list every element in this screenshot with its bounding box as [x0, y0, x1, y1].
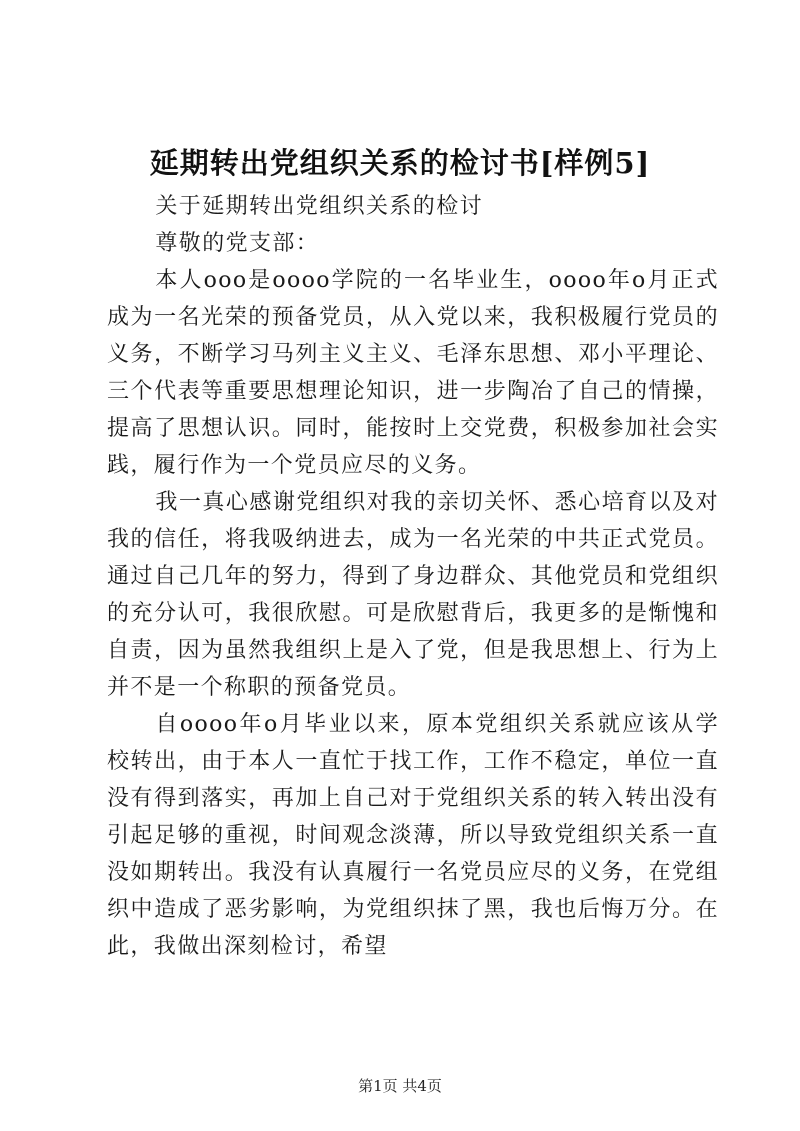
document-body: [107, 188, 719, 965]
document-title: 延期转出党组织关系的检讨书[样例5]: [149, 146, 651, 180]
body-paragraph: 自oooo年o月毕业以来，原本党组织关系就应该从学校转出，由于本人一直忙于找工作，工作不稳定，单位一直没有得到落实，再加上自己对于党组织关系的转入转出没有引起足够的重视，时间观念淡薄，所以导致党组织关系一直没如期转出。我没有认真履行一名党员应尽的义务，在党组织中造成了恶劣影响，为党组织抹了黑，我也后悔万分。在此，我做出深刻检讨，希望: [107, 712, 719, 959]
subtitle-paragraph: 关于延期转出党组织关系的检讨: [155, 194, 483, 219]
salutation-paragraph: 尊敬的党支部：: [155, 231, 320, 256]
page-number-footer: 第1页 共4页: [358, 1077, 442, 1095]
body-paragraph: 本人ooo是oooo学院的一名毕业生，oooo年o月正式成为一名光荣的预备党员，从入党以来，我积极履行党员的义务，不断学习马列主义主义、毛泽东思想、邓小平理论、三个代表等重要思想理论知识，进一步陶冶了自己的情操，提高了思想认识。同时，能按时上交党费，积极参加社会实践，履行作为一个党员应尽的义务。: [107, 268, 719, 478]
body-paragraph: 我一真心感谢党组织对我的亲切关怀、悉心培育以及对我的信任，将我吸纳进去，成为一名光荣的中共正式党员。通过自己几年的努力，得到了身边群众、其他党员和党组织的充分认可，我很欣慰。可是欣慰背后，我更多的是惭愧和自责，因为虽然我组织上是入了党，但是我思想上、行为上并不是一个称职的预备党员。: [107, 490, 719, 700]
